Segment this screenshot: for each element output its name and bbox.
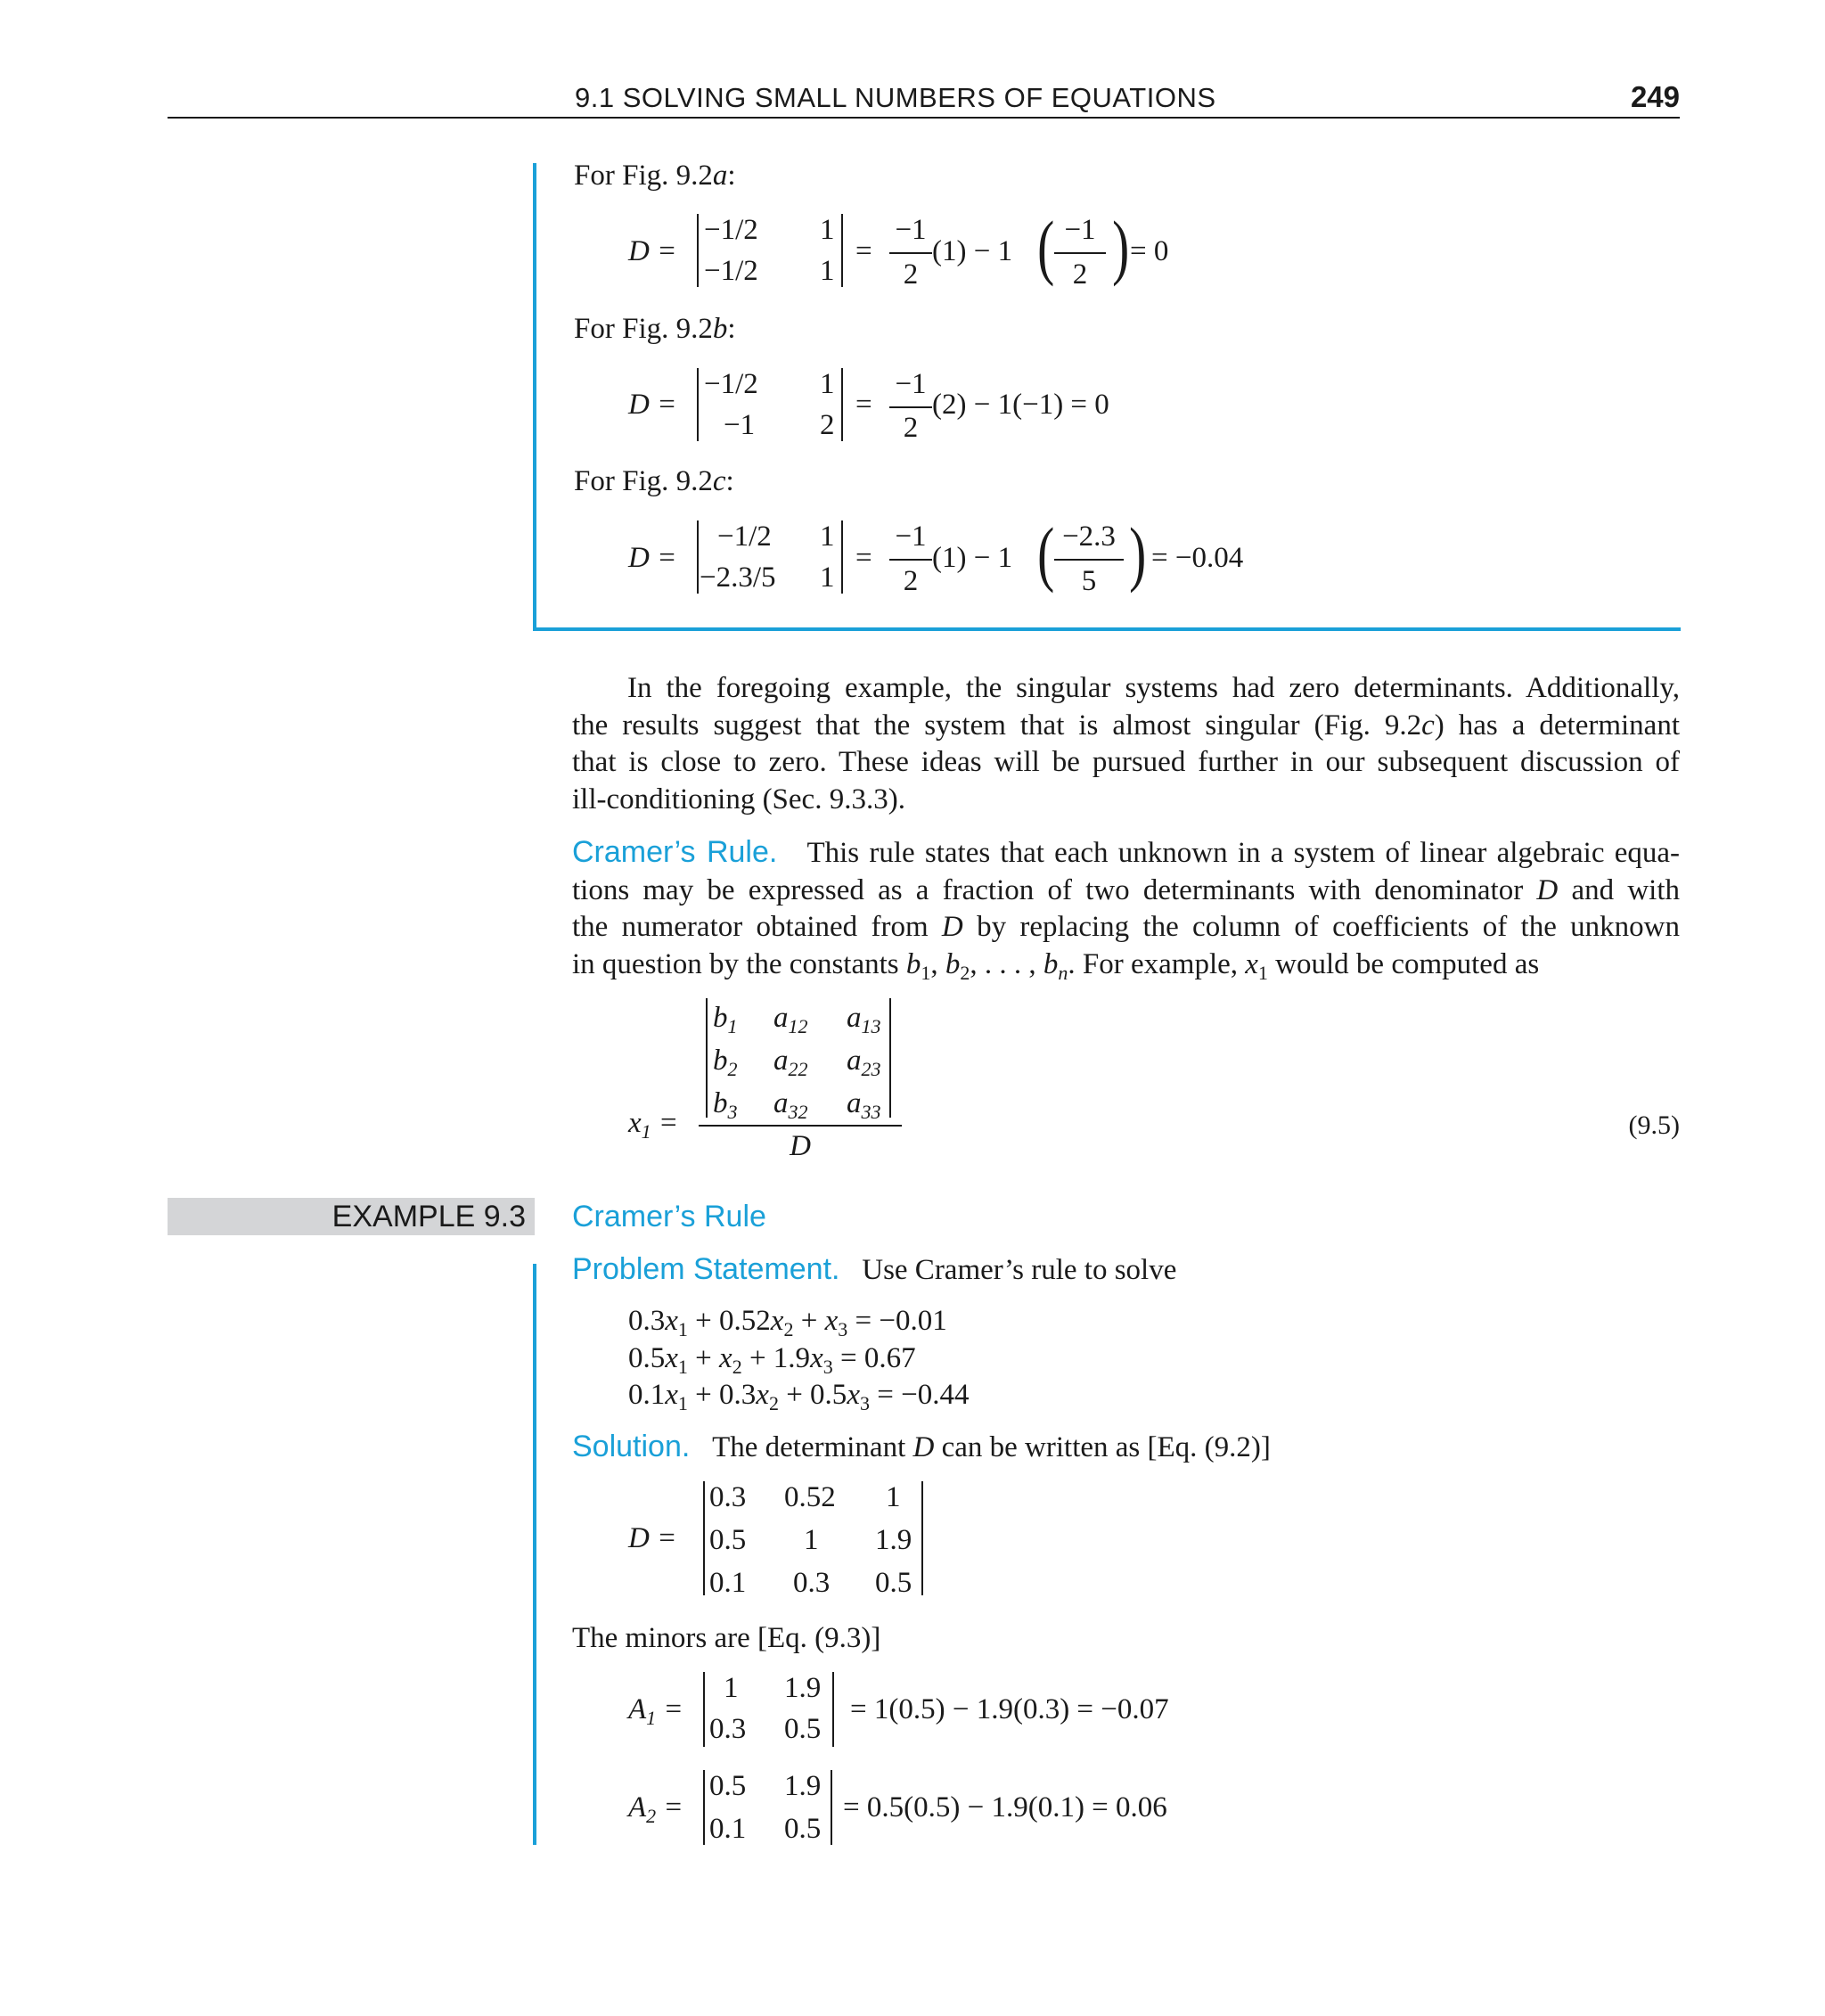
- system-equation-3: $0.1x_1 + 0.3x_2 + 0.5x_3 = -0.44$: [628, 1379, 970, 1414]
- equals-sign: =: [855, 389, 872, 421]
- det-lhs: D =: [628, 542, 677, 574]
- det-lhs: D =: [628, 1522, 677, 1554]
- matrix-cell: $a_{23}$: [847, 1045, 881, 1080]
- matrix-cell: 0.3: [793, 1567, 831, 1599]
- expression-text: (1) − 1: [932, 542, 1013, 574]
- matrix-cell: 1: [820, 368, 835, 400]
- fraction-denominator: 2: [903, 565, 919, 597]
- matrix-cell: 1.9: [784, 1770, 822, 1802]
- equals-sign: =: [855, 235, 872, 267]
- matrix-cell: −1/2: [704, 368, 758, 400]
- equation-system: [628, 1303, 969, 1414]
- paragraph-determinants: In the foregoing example, the singular systems had zero determinants. Additionally, the results suggest that the system that is almost singular (Fig. 9.2c) has a determinant that is close to zero. These ideas will be pursued further in our subsequent discussion of ill-conditioning (Sec. 9.3.3).: [572, 672, 1680, 815]
- minor-result: = 0.5(0.5) − 1.9(0.1) = 0.06: [843, 1791, 1167, 1823]
- matrix-cell: 2: [820, 409, 835, 441]
- matrix-cell: 0.5: [784, 1813, 822, 1845]
- equation-lhs: $x_1$ =: [628, 1107, 679, 1143]
- matrix-cell: 1: [886, 1481, 901, 1513]
- matrix-cell: −2.3/5: [700, 561, 776, 594]
- det-result: = 0: [1130, 235, 1169, 267]
- system-equation-1: $0.3x_1 + 0.52x_2 + x_3 = -0.01$: [628, 1305, 947, 1340]
- matrix-cell: 0.3: [709, 1713, 747, 1745]
- problem-statement-heading: Problem Statement.: [572, 1252, 840, 1286]
- matrix-cell: 1: [804, 1524, 819, 1556]
- example-left-bar: [533, 163, 536, 631]
- matrix-cell: $b_1$: [713, 1002, 738, 1037]
- matrix-cell: 0.3: [709, 1481, 747, 1513]
- minor-lhs: $A_1$ =: [628, 1693, 683, 1729]
- header-rule: [168, 117, 1680, 119]
- matrix-cell: 0.5: [709, 1770, 747, 1802]
- example-label: EXAMPLE 9.3: [331, 1200, 526, 1233]
- fraction-numerator: −2.3: [1062, 520, 1116, 553]
- expression-text: (2) − 1(−1) = 0: [932, 389, 1109, 421]
- matrix-cell: $b_3$: [713, 1087, 738, 1123]
- det-lhs: D =: [628, 389, 677, 421]
- matrix-cell: $a_{13}$: [847, 1002, 881, 1037]
- matrix-cell: 0.1: [709, 1813, 747, 1845]
- matrix-cell: 1: [820, 214, 835, 246]
- matrix-cell: $a_{22}$: [773, 1045, 808, 1080]
- fraction-denominator: 2: [903, 412, 919, 444]
- matrix-cell: −1/2: [704, 214, 758, 246]
- solution-heading: Solution.: [572, 1430, 691, 1463]
- example-9-3-left-bar: [533, 1264, 536, 1845]
- matrix-cell: 1: [820, 561, 835, 594]
- fig-a-label: For Fig. 9.2a:: [574, 160, 736, 192]
- matrix-cell: $a_{33}$: [847, 1087, 881, 1123]
- matrix-cell: 0.5: [875, 1567, 912, 1599]
- problem-statement: Problem Statement. Use Cramer’s rule to solve: [572, 1252, 1177, 1286]
- fraction-denominator: 2: [903, 258, 919, 291]
- matrix-cell: −1/2: [704, 255, 758, 287]
- fraction-denominator: D: [790, 1130, 811, 1162]
- solution-statement: Solution. The determinant D can be written as [Eq. (9.2)]: [572, 1430, 1271, 1463]
- minor-result: = 1(0.5) − 1.9(0.3) = −0.07: [850, 1693, 1169, 1725]
- fig-c-label: For Fig. 9.2c:: [574, 465, 734, 497]
- fraction-denominator: 5: [1081, 565, 1097, 597]
- fraction-denominator: 2: [1072, 258, 1088, 291]
- cramers-rule-heading: Cramer’s Rule.: [572, 835, 778, 869]
- expression-text: (1) − 1: [932, 235, 1013, 267]
- page-number: 249: [1630, 80, 1680, 113]
- matrix-cell: −1/2: [717, 520, 772, 553]
- matrix-cell: $a_{12}$: [773, 1002, 808, 1037]
- minor-lhs: $A_2$ =: [628, 1791, 683, 1827]
- minors-statement: The minors are [Eq. (9.3)]: [572, 1622, 881, 1654]
- matrix-cell: 1: [724, 1672, 739, 1704]
- matrix-cell: 0.52: [784, 1481, 836, 1513]
- system-equation-2: $0.5x_1 + x_2 + 1.9x_3 = 0.67$: [628, 1341, 916, 1378]
- det-lhs: D =: [628, 235, 677, 267]
- matrix-cell: −1: [724, 409, 756, 441]
- matrix-cell: 0.5: [709, 1524, 747, 1556]
- equals-sign: =: [855, 542, 872, 574]
- example-bottom-rule: [533, 627, 1681, 631]
- matrix-cell: $a_{32}$: [773, 1087, 808, 1123]
- paragraph-cramers-rule: Cramer’s Rule. This rule states that each unknown in a system of linear algebraic equa- tions may be expressed as a fraction of two determinants with denominator D and with the numerator obtained from D by replacing the column of coefficients of the unknown in question by the constants $b_1$, $b_2$, . . . , $b_n$. For example, $x_1$ would be computed as: [572, 835, 1681, 984]
- matrix-cell: $b_2$: [713, 1045, 738, 1080]
- fraction-numerator: −1: [895, 214, 927, 246]
- example-title: Cramer’s Rule: [572, 1200, 766, 1233]
- matrix-cell: 0.1: [709, 1567, 747, 1599]
- matrix-cell: 1.9: [784, 1672, 822, 1704]
- matrix-cell: 0.5: [784, 1713, 822, 1745]
- equation-number: (9.5): [1628, 1110, 1680, 1140]
- matrix-cell: 1: [820, 255, 835, 287]
- matrix-cell: 1: [820, 520, 835, 553]
- running-header: 9.1 SOLVING SMALL NUMBERS OF EQUATIONS: [575, 82, 1216, 113]
- fig-b-label: For Fig. 9.2b:: [574, 313, 736, 345]
- fraction-numerator: −1: [1064, 214, 1096, 246]
- det-result: = −0.04: [1151, 542, 1244, 574]
- fraction-numerator: −1: [895, 520, 927, 553]
- fraction-numerator: −1: [895, 368, 927, 400]
- matrix-cell: 1.9: [875, 1524, 912, 1556]
